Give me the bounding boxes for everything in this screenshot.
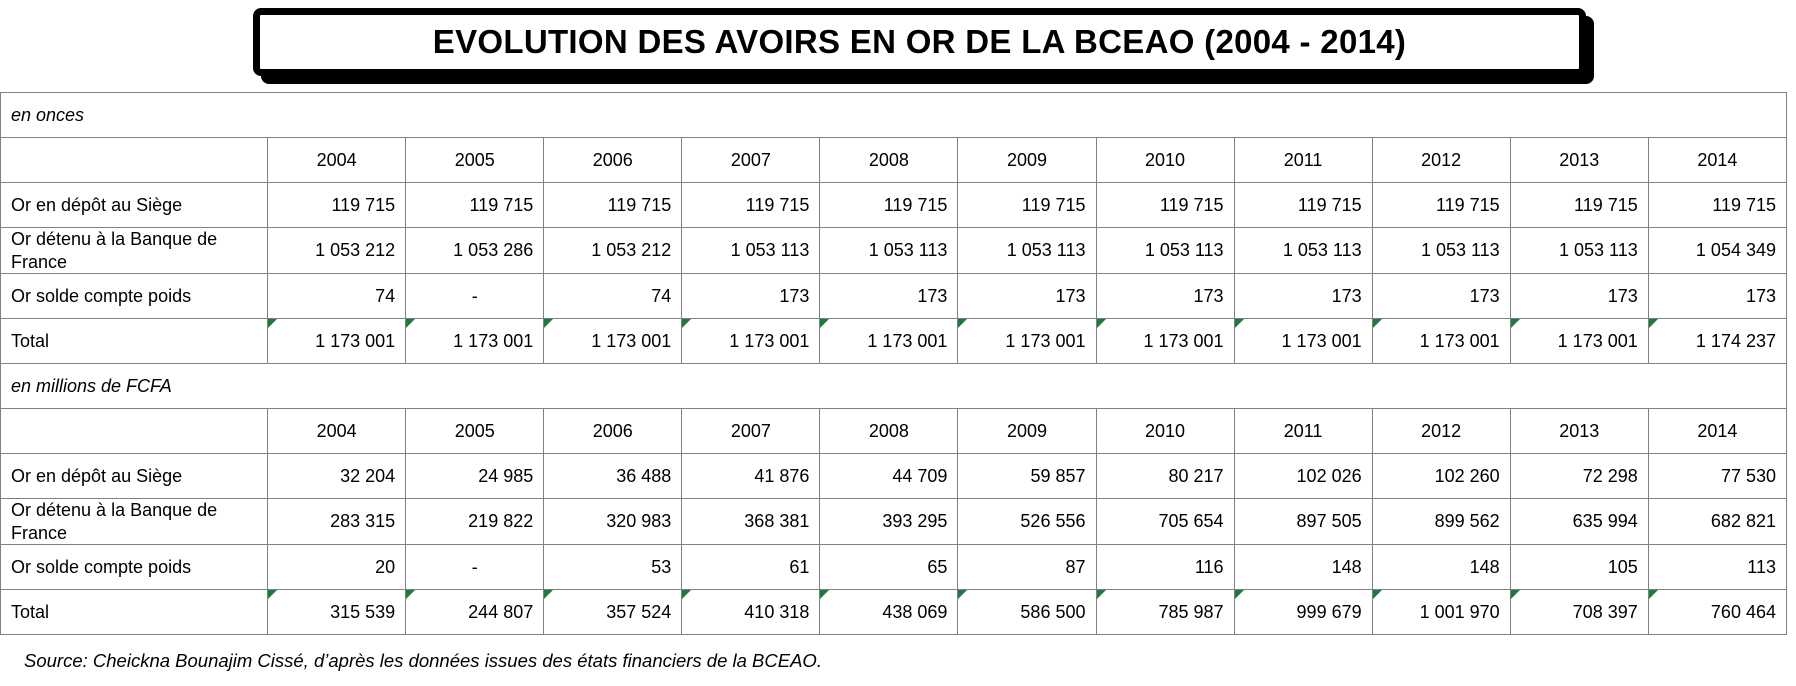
cell-value: 119 715	[1510, 183, 1648, 228]
unit-label-row-fcfa	[1, 364, 1787, 409]
column-header-year: 2012	[1372, 138, 1510, 183]
table-row	[1, 545, 1787, 590]
cell-value: 173	[958, 274, 1096, 319]
cell-value: 283 315	[268, 499, 406, 545]
cell-value: 526 556	[958, 499, 1096, 545]
cell-value-total: 1 173 001	[1510, 319, 1648, 364]
cell-value: 219 822	[406, 499, 544, 545]
column-header-year: 2010	[1096, 138, 1234, 183]
cell-value: 36 488	[544, 454, 682, 499]
cell-value: 173	[1648, 274, 1786, 319]
column-header-year: 2005	[406, 409, 544, 454]
column-header-year: 2007	[682, 409, 820, 454]
header-row-onces	[1, 138, 1787, 183]
cell-value: 148	[1234, 545, 1372, 590]
cell-value: 119 715	[1648, 183, 1786, 228]
cell-value-total: 1 174 237	[1648, 319, 1786, 364]
cell-value: 74	[268, 274, 406, 319]
table-row	[1, 274, 1787, 319]
cell-value-total: 760 464	[1648, 590, 1786, 635]
cell-value-total: 1 173 001	[1096, 319, 1234, 364]
cell-value: 368 381	[682, 499, 820, 545]
column-header-year: 2014	[1648, 138, 1786, 183]
cell-value: 1 053 286	[406, 228, 544, 274]
row-label: Or détenu à la Banque de France	[1, 499, 268, 545]
cell-value-total: 708 397	[1510, 590, 1648, 635]
cell-value: 635 994	[1510, 499, 1648, 545]
cell-value-total: 244 807	[406, 590, 544, 635]
cell-value: 119 715	[1372, 183, 1510, 228]
cell-value: 102 026	[1234, 454, 1372, 499]
column-header-year: 2006	[544, 409, 682, 454]
cell-value-total: 357 524	[544, 590, 682, 635]
cell-value: 148	[1372, 545, 1510, 590]
cell-value-total: 999 679	[1234, 590, 1372, 635]
cell-value: 105	[1510, 545, 1648, 590]
column-header-year: 2008	[820, 409, 958, 454]
cell-value-total: 1 173 001	[682, 319, 820, 364]
cell-value: 119 715	[820, 183, 958, 228]
unit-label-row-onces	[1, 93, 1787, 138]
column-header-year: 2004	[268, 138, 406, 183]
cell-value: 1 053 113	[1510, 228, 1648, 274]
cell-value: 682 821	[1648, 499, 1786, 545]
column-header-year: 2014	[1648, 409, 1786, 454]
cell-value: 116	[1096, 545, 1234, 590]
table-area	[0, 92, 1796, 635]
cell-value: 24 985	[406, 454, 544, 499]
cell-value: 1 053 212	[268, 228, 406, 274]
cell-value: 61	[682, 545, 820, 590]
cell-value: 1 053 212	[544, 228, 682, 274]
column-header-year: 2007	[682, 138, 820, 183]
row-label: Or en dépôt au Siège	[1, 454, 268, 499]
column-header-year: 2010	[1096, 409, 1234, 454]
cell-value: 119 715	[958, 183, 1096, 228]
cell-value-total: 1 173 001	[820, 319, 958, 364]
cell-value: 1 053 113	[958, 228, 1096, 274]
cell-value: -	[406, 545, 544, 590]
cell-value: 87	[958, 545, 1096, 590]
column-header-year: 2012	[1372, 409, 1510, 454]
column-header-year: 2008	[820, 138, 958, 183]
cell-value: 119 715	[1234, 183, 1372, 228]
column-header-year: 2013	[1510, 409, 1648, 454]
cell-value: 74	[544, 274, 682, 319]
cell-value-total: 586 500	[958, 590, 1096, 635]
column-header-year: 2004	[268, 409, 406, 454]
cell-value: 65	[820, 545, 958, 590]
cell-value-total: 315 539	[268, 590, 406, 635]
cell-value: 44 709	[820, 454, 958, 499]
cell-value: 119 715	[406, 183, 544, 228]
column-header-year: 2006	[544, 138, 682, 183]
cell-value: 173	[1372, 274, 1510, 319]
cell-value: 1 053 113	[1096, 228, 1234, 274]
column-header-year: 2009	[958, 409, 1096, 454]
cell-value: 173	[1234, 274, 1372, 319]
cell-value: 393 295	[820, 499, 958, 545]
cell-value: 77 530	[1648, 454, 1786, 499]
cell-value: 119 715	[268, 183, 406, 228]
column-header-year: 2009	[958, 138, 1096, 183]
table-row	[1, 454, 1787, 499]
row-label: Or solde compte poids	[1, 274, 268, 319]
cell-value: 113	[1648, 545, 1786, 590]
cell-value: 1 053 113	[682, 228, 820, 274]
column-header-year: 2013	[1510, 138, 1648, 183]
cell-value: 173	[820, 274, 958, 319]
cell-value: 59 857	[958, 454, 1096, 499]
cell-value: 41 876	[682, 454, 820, 499]
cell-value-total: 1 173 001	[1372, 319, 1510, 364]
page-title: EVOLUTION DES AVOIRS EN OR DE LA BCEAO (2004 - 2014)	[432, 23, 1407, 60]
table-row-total	[1, 590, 1787, 635]
cell-value-total: 785 987	[1096, 590, 1234, 635]
cell-value: 899 562	[1372, 499, 1510, 545]
row-label-total: Total	[1, 590, 268, 635]
table-row	[1, 183, 1787, 228]
cell-value: 1 053 113	[1234, 228, 1372, 274]
cell-value: 20	[268, 545, 406, 590]
header-corner-onces	[1, 138, 268, 183]
row-label: Or en dépôt au Siège	[1, 183, 268, 228]
cell-value-total: 1 173 001	[406, 319, 544, 364]
cell-value: 173	[1096, 274, 1234, 319]
cell-value-total: 1 001 970	[1372, 590, 1510, 635]
row-label: Or détenu à la Banque de France	[1, 228, 268, 274]
cell-value: 119 715	[1096, 183, 1234, 228]
cell-value: 72 298	[1510, 454, 1648, 499]
row-label: Or solde compte poids	[1, 545, 268, 590]
header-row-fcfa	[1, 409, 1787, 454]
row-label-total: Total	[1, 319, 268, 364]
cell-value: 102 260	[1372, 454, 1510, 499]
cell-value-total: 1 173 001	[1234, 319, 1372, 364]
table-row	[1, 228, 1787, 274]
unit-label-fcfa: en millions de FCFA	[1, 364, 1787, 409]
unit-label-onces: en onces	[1, 93, 1787, 138]
header-corner-fcfa	[1, 409, 268, 454]
cell-value-total: 1 173 001	[268, 319, 406, 364]
title-banner	[253, 8, 1586, 76]
cell-value: 32 204	[268, 454, 406, 499]
cell-value: 80 217	[1096, 454, 1234, 499]
cell-value: 1 053 113	[1372, 228, 1510, 274]
cell-value: 320 983	[544, 499, 682, 545]
cell-value: 1 053 113	[820, 228, 958, 274]
table-row-total	[1, 319, 1787, 364]
cell-value-total: 410 318	[682, 590, 820, 635]
table-row	[1, 499, 1787, 545]
column-header-year: 2011	[1234, 138, 1372, 183]
cell-value: 53	[544, 545, 682, 590]
cell-value: 173	[1510, 274, 1648, 319]
title-box	[253, 8, 1586, 76]
cell-value-total: 438 069	[820, 590, 958, 635]
cell-value: 173	[682, 274, 820, 319]
source-note: Source: Cheickna Bounajim Cissé, d’après les données issues des états financiers de la BCEAO.	[24, 650, 822, 671]
cell-value: -	[406, 274, 544, 319]
cell-value: 119 715	[544, 183, 682, 228]
cell-value: 897 505	[1234, 499, 1372, 545]
column-header-year: 2011	[1234, 409, 1372, 454]
column-header-year: 2005	[406, 138, 544, 183]
cell-value: 1 054 349	[1648, 228, 1786, 274]
cell-value: 705 654	[1096, 499, 1234, 545]
gold-holdings-table	[0, 92, 1787, 635]
cell-value-total: 1 173 001	[958, 319, 1096, 364]
cell-value: 119 715	[682, 183, 820, 228]
cell-value-total: 1 173 001	[544, 319, 682, 364]
